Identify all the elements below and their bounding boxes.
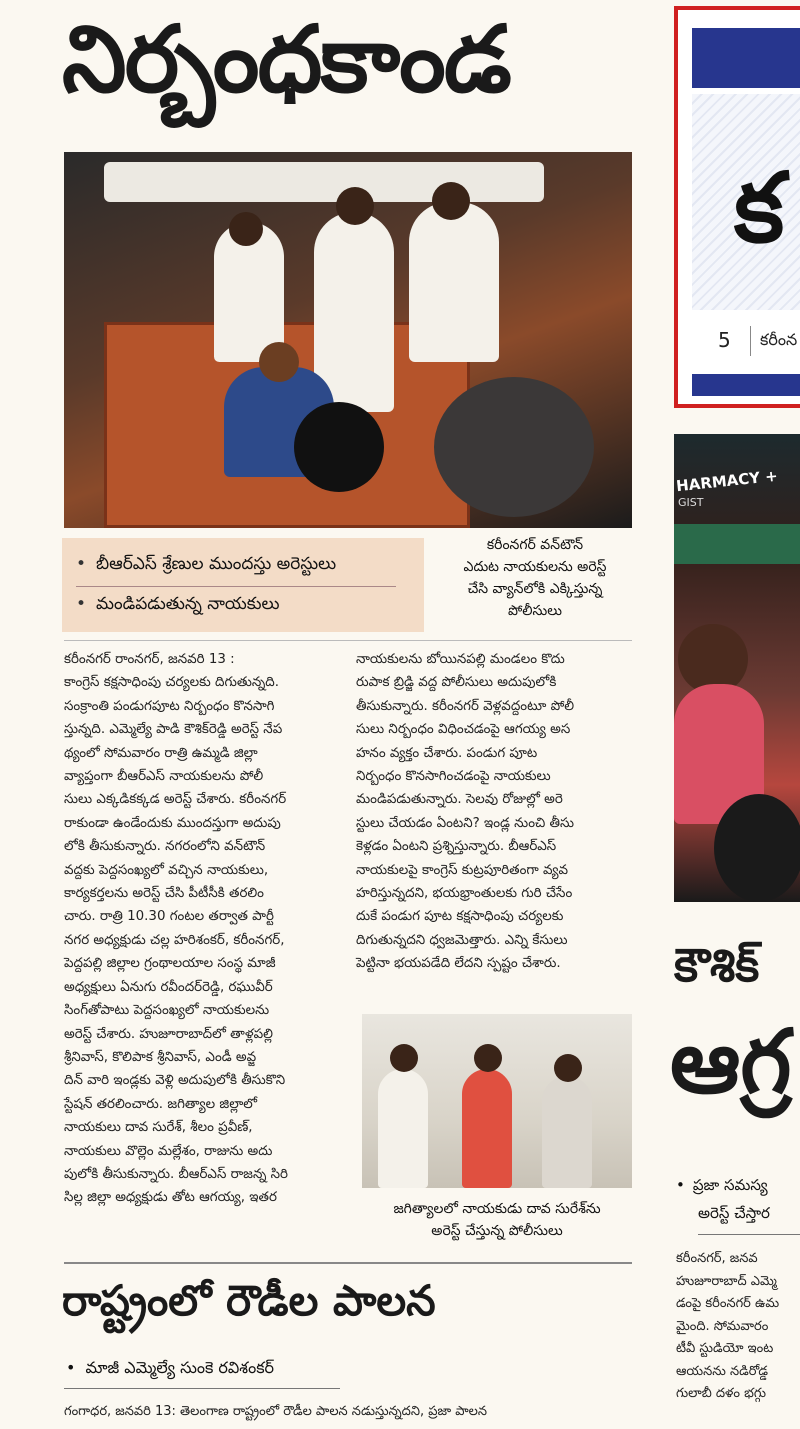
caption-line: ఎదుట నాయకులను అరెస్ట్ [463,559,607,575]
box-top-band [692,28,800,88]
article-column-2: నాయకులను బోయినపల్లి మండలం కొదు రుపాక బ్రిడ్జి వద్ద పోలీసులు అదుపులోకి తీసుకున్నారు. కరీంనగర్ వెళ్లవద్దంటూ పోలీ సులు నిర్బంధం విధించడంపై ఆగయ్య అస హనం వ్యక్తం చేశారు. పండుగ పూట నిర్బంధం కొనసాగించడంపై నాయకులు మండిపడుతున్నారు. సెలవు రోజుల్లో అరె స్టులు చేయడం ఏంటని? ఇండ్ల నుంచి తీసు కెళ్లడం ఏంటని ప్రశ్నిస్తున్నారు. బీఆర్ఎస్ నాయకులపై కాంగ్రెస్ కుట్రపూరితంగా వ్యవ హరిస్తున్నదని, భయభ్రాంతులకు గురి చేసేం దుకే పండుగ పూట కక్షసాధింపు చర్యలకు దిగుతున్నదని ధ్వజమెత్తారు. ఎన్ని కేసులు పెట్టినా భయపడేది లేదని స్పష్టం చేశారు. [356,652,575,972]
van-canopy [104,162,544,202]
highlight-item: • మండిపడుతున్న నాయకులు [76,594,279,618]
person-figure [542,1076,592,1188]
bullet-text: అరెస్ట్ చేస్తార [698,1204,770,1222]
person-head [474,1044,502,1072]
person-figure [409,202,499,362]
bullet-dot: • [676,1176,685,1194]
crowd-head [434,377,594,517]
caption-line: కరీంనగర్ వన్‌టౌన్ [486,537,584,553]
bullet-text: మాజీ ఎమ్మెల్యే సుంకె రవిశంకర్ [85,1358,275,1377]
pharmacy-sign-small: GIST [678,496,704,509]
box-big-letter: క [734,152,785,264]
box-bottom-band [692,374,800,396]
secondary-photo [362,1014,632,1188]
person-head [229,212,263,246]
person-head [432,182,470,220]
secondary-photo-caption [362,1198,632,1242]
story-highlights [62,538,424,632]
highlight-item: • బీఆర్ఎస్ శ్రేణుల ముందస్తు అరెస్టులు [76,554,336,578]
person-head [259,342,299,382]
bullet-text: ప్రజా సమస్య [692,1176,768,1194]
person-head [390,1044,418,1072]
second-headline: రాష్ట్రంలో రౌడీల పాలన [62,1276,436,1325]
box-number: 5 [718,328,731,352]
pharmacy-sign: HARMACY + [675,466,779,496]
caption-line: జగిత్యాలలో నాయకుడు దావ సురేశ్‌ను [393,1201,601,1217]
crowd-head [714,794,800,902]
side-photo [674,434,800,902]
side-bullet [676,1176,770,1226]
box-text: కరీంన [760,330,798,349]
person-figure [378,1069,428,1188]
divider [64,1388,340,1389]
side-article-text: కరీంనగర్, జనవ హుజూరాబాద్ ఎమ్మె డంపై కరీంనగర్ ఉమ మైంది. సోమవారం టీవీ స్టుడియో ఇంట ఆయనను నడిరోడ్డ గులాబీ దళం భగ్గు [676,1251,780,1401]
promo-box [674,6,800,408]
main-headline: నిర్బంధకాండ [62,6,510,113]
shop-light [674,524,800,564]
main-photo [64,152,632,528]
second-story-text: గంగాధర, జనవరి 13: తెలంగాణ రాష్ట్రంలో రౌడీల పాలన నడుస్తున్నదని, ప్రజా పాలన [64,1404,487,1419]
divider [698,1234,800,1235]
photo-caption [438,534,632,622]
section-divider [64,1262,632,1264]
side-headline-1: కౌశిక్ [674,938,760,992]
side-headline-2: ఆగ్ర [670,1010,792,1113]
divider [64,640,632,641]
divider [76,586,396,587]
caption-line: అరెస్ట్ చేస్తున్న పోలీసులు [431,1223,563,1239]
article-column-1: కరీంనగర్ రాంనగర్, జనవరి 13 : కాంగ్రెస్ కక్షసాధింపు చర్యలకు దిగుతున్నది. సంక్రాంతి పండుగపూట నిర్బంధం కొనసాగి స్తున్నది. ఎమ్మెల్యే పాడి కౌశిక్‌రెడ్డి అరెస్ట్ నేప థ్యంలో సోమవారం రాత్రి ఉమ్మడి జిల్లా వ్యాప్తంగా బీఆర్ఎస్ నాయకులను పోలీ సులు ఎక్కడికక్కడ అరెస్ట్ చేశారు. కరీంనగర్ రాకుండా ఉండేందుకు ముందస్తుగా అదుపు లోకి తీసుకున్నారు. నగరంలోని వన్‌టౌన్ వద్దకు పెద్దసంఖ్యలో వచ్చిన నాయకులు, కార్యకర్తలను అరెస్ట్ చేసి పీటీసీకి తరలిం చారు. రాత్రి 10.30 గంటల తర్వాత పార్టీ నగర అధ్యక్షుడు చల్ల హరిశంకర్, కరీంనగర్, పెద్దపల్లి జిల్లాల గ్రంథాలయాల సంస్థ మాజీ అధ్యక్షులు ఏనుగు రవీందర్‌రెడ్డి, రఘువీర్ సింగ్‌తోపాటు పెద్దసంఖ్యలో నాయకులను అరెస్ట్ చేశారు. హుజూరాబాద్‌లో తాళ్లపల్లి శ్రీనివాస్, కొలిపాక శ్రీనివాస్, ఎండీ అవ్జ దిన్ వారి ఇండ్లకు వెళ్లి అదుపులోకి తీసుకొని స్టేషన్ తరలించారు. జగిత్యాల జిల్లాలో నాయకులు దావ సురేశ్, శీలం ప్రవీణ్, నాయకులు వొల్లెం మల్లేశం, రాజును అదు పులోకి తీసుకున్నారు. బీఆర్ఎస్ రాజన్న సిరి సిల్ల జిల్లా అధ్యక్షుడు తోట ఆగయ్య, ఇతర [64,652,288,1206]
person-figure [462,1069,512,1188]
person-head [554,1054,582,1082]
caption-line: పోలీసులు [508,603,562,619]
divider [750,326,751,356]
crowd-head [294,402,384,492]
bullet-dot: • [66,1358,76,1377]
caption-line: చేసి వ్యాన్‌లోకి ఎక్కిస్తున్న [467,581,603,597]
person-head [336,187,374,225]
second-story-bullet [66,1358,274,1381]
